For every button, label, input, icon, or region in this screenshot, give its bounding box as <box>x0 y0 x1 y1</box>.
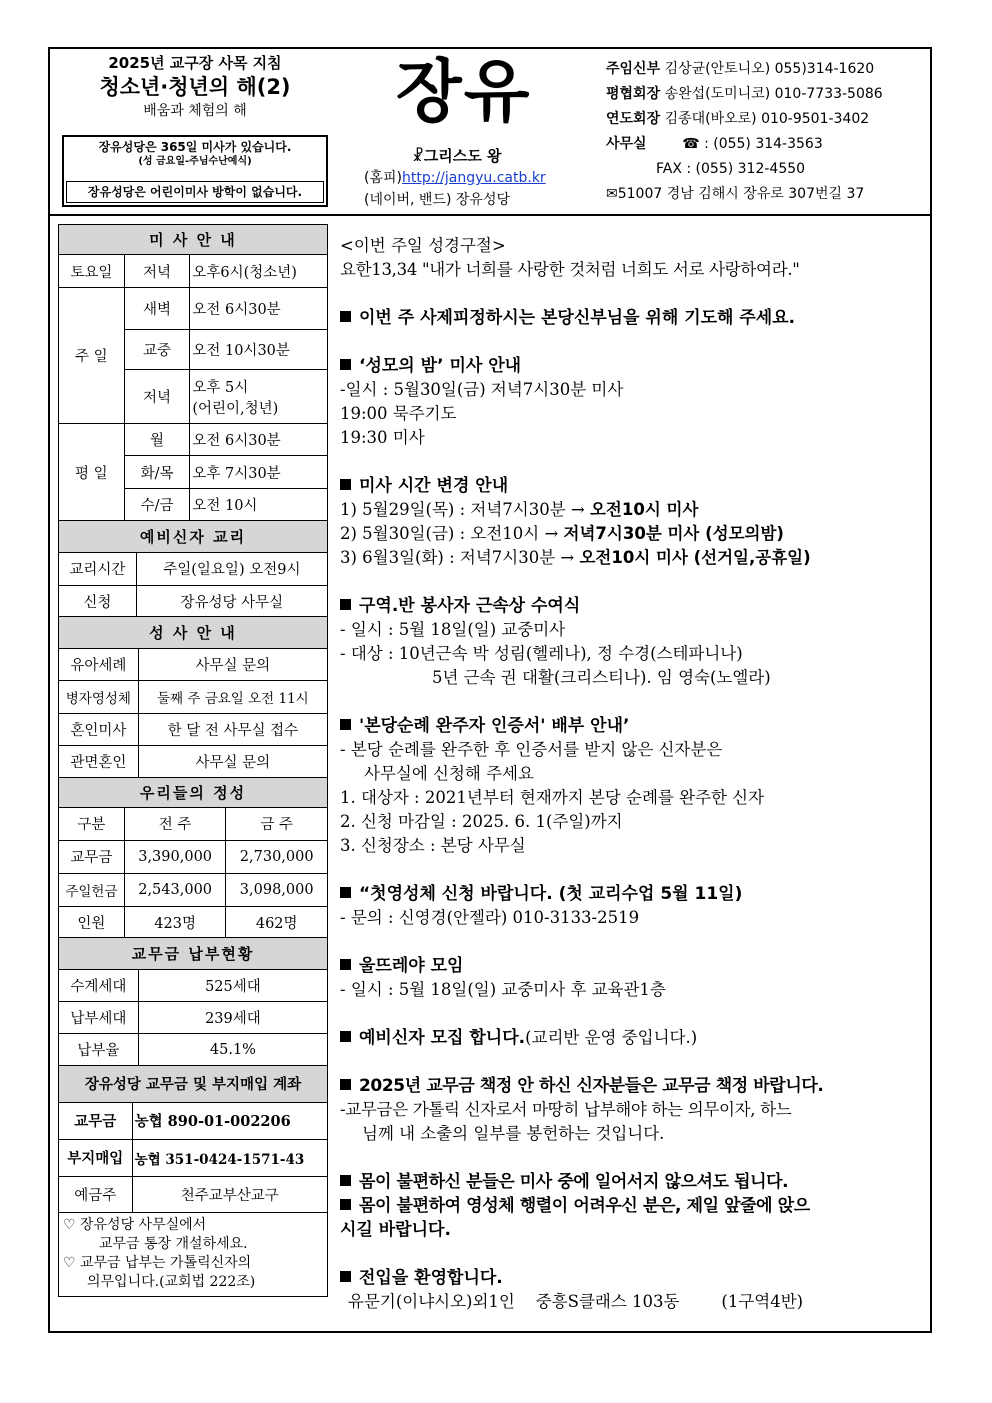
offering-prev: 423명 <box>124 906 226 938</box>
sns-line: (네이버, 밴드) 장유성당 <box>364 192 510 208</box>
weekday-row-time: 오후 7시30분 <box>190 456 328 489</box>
section-line: 사무실에 신청해 주세요 <box>364 764 534 783</box>
contact-role: 주임신부 <box>606 61 661 77</box>
sacrament-label: 관면혼인 <box>59 746 139 778</box>
section-title: ‘성모의 밤’ 미사 안내 <box>359 356 522 376</box>
catechumen-value: 주일(일요일) 오전9시 <box>136 552 327 585</box>
notice-box <box>62 135 328 207</box>
change-from: 3) 6월3일(화) : 저녁7시30분 → <box>340 548 580 567</box>
bullet-square-icon <box>340 1079 351 1090</box>
bullet-square-icon <box>340 1031 351 1042</box>
change-from: 1) 5월29일(목) : 저녁7시30분 → <box>340 500 590 519</box>
catechumen-value: 장유성당 사무실 <box>136 585 327 617</box>
offering-curr: 2,730,000 <box>226 840 328 873</box>
chi-rho-icon: ☧ <box>412 147 424 165</box>
bullet-square-icon <box>340 359 351 370</box>
change-to: 오전10시 미사 <box>589 500 699 519</box>
bullet-square-icon <box>340 599 351 610</box>
account-value: 농협 890-01-002206 <box>132 1102 327 1139</box>
offering-curr: 3,098,000 <box>226 873 328 906</box>
account-label: 부지매입 <box>59 1139 133 1176</box>
section-line <box>340 522 928 546</box>
sunday-label: 주 일 <box>59 288 125 424</box>
dues-value: 239세대 <box>138 1002 327 1034</box>
section-title: 예비신자 모집 합니다. <box>359 1028 526 1048</box>
offering-prev: 3,390,000 <box>124 840 226 873</box>
account-table <box>58 1065 328 1213</box>
section-title: '본당순례 완주자 인증서' 배부 안내’ <box>359 716 630 736</box>
section-dues <box>340 1074 928 1098</box>
saturday-label: 토요일 <box>59 255 125 288</box>
account-label: 예금주 <box>59 1176 133 1212</box>
sunday-row-label: 저녁 <box>124 370 190 424</box>
theme-block <box>60 53 330 121</box>
section-line: -일시 : 5월30일(금) 저녁7시30분 미사 <box>340 380 624 399</box>
bullet-square-icon <box>340 479 351 490</box>
contact-priest <box>606 57 926 82</box>
offering-label: 주일헌금 <box>59 873 125 906</box>
note-line: 교무금 통장 개설하세요. <box>99 1235 248 1252</box>
section-first-communion <box>340 882 928 906</box>
verse-text: 요한13,34 "내가 너희를 사랑한 것처럼 너희도 서로 사랑하여라." <box>340 260 800 279</box>
weekday-row-time: 오전 10시 <box>190 489 328 521</box>
contact-role: 연도회장 <box>606 111 661 127</box>
masthead-title: 장유 <box>396 53 532 132</box>
homepage-link[interactable]: http://jangyu.catb.kr <box>401 170 546 186</box>
section-communion-line <box>340 1194 928 1218</box>
section-note: (교리반 운영 중입니다.) <box>525 1028 698 1047</box>
section-title: “첫영성체 신청 바랍니다. (첫 교리수업 5월 11일) <box>359 884 743 904</box>
offering-header: 전 주 <box>124 807 226 840</box>
section-title: 몸이 불편하신 분들은 미사 중에 일어서지 않으셔도 됩니다. <box>359 1172 789 1192</box>
saturday-time: 오후6시(청소년) <box>190 255 328 288</box>
dues-label: 수계세대 <box>59 970 139 1002</box>
sacrament-label: 혼인미사 <box>59 714 139 746</box>
bulletin-page <box>48 47 932 1333</box>
note-line: ♡ 장유성당 사무실에서 <box>63 1216 207 1233</box>
section-title: 울뜨레야 모임 <box>359 956 464 976</box>
section-title: 미사 시간 변경 안내 <box>359 476 509 496</box>
section-communion-cont: 시길 바랍니다. <box>340 1220 451 1240</box>
section-line: - 대상 : 10년근속 박 성림(헬레나), 정 수경(스테파니나) <box>340 644 743 663</box>
change-from: 2) 5월30일(금) : 오전10시 → <box>340 524 564 543</box>
section-priest-retreat <box>340 306 928 330</box>
section-line: 19:30 미사 <box>340 428 425 447</box>
section-time-change <box>340 474 928 498</box>
change-to: 저녁7시30분 미사 (성모의밤) <box>563 524 784 543</box>
offering-header: 구분 <box>59 807 125 840</box>
sacrament-label: 유아세례 <box>59 649 139 681</box>
bullet-square-icon <box>340 311 351 322</box>
catechumen-table <box>58 520 328 618</box>
weekday-row-label: 화/목 <box>124 456 190 489</box>
section-line: - 본당 순례를 완주한 후 인증서를 받지 않은 신자분은 <box>340 740 723 759</box>
contact-council <box>606 82 926 107</box>
bullet-square-icon <box>340 1175 351 1186</box>
catechumen-label: 교리시간 <box>59 552 137 585</box>
sunday-evening-time: 오후 5시 <box>192 379 249 396</box>
section-pilgrimage <box>340 714 928 738</box>
verse-title: <이번 주일 성경구절> <box>340 236 506 255</box>
section-title: 몸이 불편하여 영성체 행렬이 어려우신 분은, 제일 앞줄에 앉으 <box>359 1196 810 1216</box>
theme-sub: 배움과 체험의 해 <box>143 103 247 119</box>
feast-title <box>412 145 501 166</box>
contact-value: ✉51007 경남 김해시 장유로 307번길 37 <box>606 186 865 202</box>
section-line: - 일시 : 5월 18일(일) 교중미사 <box>340 620 566 639</box>
weekday-label: 평 일 <box>59 424 125 521</box>
sacrament-value: 사무실 문의 <box>138 649 327 681</box>
sacrament-value: 둘째 주 금요일 오전 11시 <box>138 681 327 714</box>
dues-label: 납부세대 <box>59 1002 139 1034</box>
section-mary-night <box>340 354 928 378</box>
contact-value: 김상균(안토니오) 055)314-1620 <box>664 61 875 77</box>
note-line: ♡ 교무금 납부는 가톨릭신자의 <box>63 1254 252 1271</box>
section-line <box>340 546 928 570</box>
contact-funeral <box>606 107 926 132</box>
section-line: 1. 대상자 : 2021년부터 현재까지 본당 순례를 완주한 신자 <box>340 788 765 807</box>
sacrament-value: 한 달 전 사무실 접수 <box>138 714 327 746</box>
contact-office-phone <box>606 132 926 157</box>
sacrament-table <box>58 616 328 778</box>
section-line: 19:00 묵주기도 <box>340 404 457 423</box>
sidebar <box>58 224 328 1297</box>
sunday-row-time <box>190 370 328 424</box>
sacrament-title: 성 사 안 내 <box>59 617 328 649</box>
bullet-square-icon <box>340 959 351 970</box>
section-line: - 문의 : 신영경(안젤라) 010-3133-2519 <box>340 908 640 927</box>
sacrament-value: 사무실 문의 <box>138 746 327 778</box>
announcements <box>340 234 928 1314</box>
contact-role: 평협회장 <box>606 86 661 102</box>
contacts <box>606 57 926 207</box>
dues-value: 45.1% <box>138 1034 327 1066</box>
section-service-award <box>340 594 928 618</box>
contact-value: 김종대(바오로) 010-9501-3402 <box>664 111 870 127</box>
change-to: 오전10시 미사 (선거일,공휴일) <box>579 548 811 567</box>
sunday-row-time: 오전 6시30분 <box>190 288 328 330</box>
catechumen-title: 예비신자 교리 <box>59 520 328 552</box>
section-line: 3. 신청장소 : 본당 사무실 <box>340 836 526 855</box>
bullet-square-icon <box>340 1199 351 1210</box>
weekday-row-label: 월 <box>124 424 190 456</box>
theme-top: 2025년 교구장 사목 지침 <box>108 54 282 72</box>
section-mobility <box>340 1170 928 1194</box>
bullet-square-icon <box>340 719 351 730</box>
offering-prev: 2,543,000 <box>124 873 226 906</box>
feast-name: 그리스도 왕 <box>423 147 502 165</box>
homepage-label: (홈피) <box>364 170 402 186</box>
section-line: 2. 신청 마감일 : 2025. 6. 1(주일)까지 <box>340 812 623 831</box>
mass-table <box>58 224 328 521</box>
note-line: 의무입니다.(교회법 222조) <box>87 1273 256 1290</box>
offering-table <box>58 777 328 939</box>
section-line: 유문기(이냐시오)외1인 중흥S클래스 103동 (1구역4반) <box>348 1292 804 1311</box>
offering-label: 교무금 <box>59 840 125 873</box>
offering-label: 인원 <box>59 906 125 938</box>
sunday-evening-note: (어린이,청년) <box>192 400 279 417</box>
catechumen-label: 신청 <box>59 585 137 617</box>
offering-title: 우리들의 정성 <box>59 777 328 807</box>
contact-office-fax <box>606 157 926 182</box>
dues-note <box>58 1213 328 1297</box>
sacrament-label: 병자영성체 <box>59 681 139 714</box>
section-title: 이번 주 사제피정하시는 본당신부님을 위해 기도해 주세요. <box>359 308 796 328</box>
contact-address <box>606 182 926 207</box>
dues-table <box>58 937 328 1066</box>
section-title: 2025년 교무금 책정 안 하신 신자분들은 교무금 책정 바랍니다. <box>359 1076 824 1096</box>
dues-label: 납부율 <box>59 1034 139 1066</box>
sunday-row-time: 오전 10시30분 <box>190 330 328 370</box>
section-ultreya <box>340 954 928 978</box>
account-title: 장유성당 교무금 및 부지매입 계좌 <box>59 1065 328 1102</box>
bullet-square-icon <box>340 1271 351 1282</box>
bullet-square-icon <box>340 887 351 898</box>
sunday-row-label: 교중 <box>124 330 190 370</box>
contact-value: ☎ : (055) 314-3563 <box>682 136 823 152</box>
saturday-time-label: 저녁 <box>124 255 190 288</box>
weekday-row-label: 수/금 <box>124 489 190 521</box>
account-label: 교무금 <box>59 1102 133 1139</box>
notice-2: (성 금요일-주님수난예식) <box>138 156 252 167</box>
contact-value: 송완섭(도미니코) 010-7733-5086 <box>664 86 883 102</box>
homepage-line <box>364 167 546 187</box>
contact-role: 사무실 <box>606 136 647 152</box>
section-catechumen-recruit <box>340 1026 928 1050</box>
section-title: 구역.반 봉사자 근속상 수여식 <box>359 596 581 616</box>
offering-header: 금 주 <box>226 807 328 840</box>
section-line: 님께 내 소출의 일부를 봉헌하는 것입니다. <box>362 1124 665 1143</box>
notice-3: 장유성당은 어린이미사 방학이 없습니다. <box>66 181 324 203</box>
section-line: -교무금은 가톨릭 신자로서 마땅히 납부해야 하는 의무이자, 하느 <box>340 1100 792 1119</box>
dues-title: 교무금 납부현황 <box>59 938 328 970</box>
mass-title: 미 사 안 내 <box>59 225 328 255</box>
theme-main: 청소년·청년의 해(2) <box>99 75 291 99</box>
section-title: 전입을 환영합니다. <box>359 1268 503 1288</box>
sunday-row-label: 새벽 <box>124 288 190 330</box>
notice-1: 장유성당은 365일 미사가 있습니다. <box>98 140 292 154</box>
account-value: 농협 351-0424-1571-43 <box>132 1139 327 1176</box>
offering-curr: 462명 <box>226 906 328 938</box>
section-line <box>340 498 928 522</box>
dues-value: 525세대 <box>138 970 327 1002</box>
weekday-row-time: 오전 6시30분 <box>190 424 328 456</box>
section-line: - 일시 : 5월 18일(일) 교중미사 후 교육관1층 <box>340 980 666 999</box>
account-value: 천주교부산교구 <box>132 1176 327 1212</box>
section-welcome <box>340 1266 928 1290</box>
contact-value: FAX : (055) 312-4550 <box>656 161 806 177</box>
section-line: 5년 근속 권 대활(크리스티나). 임 영숙(노엘라) <box>432 668 771 687</box>
header <box>50 49 930 216</box>
